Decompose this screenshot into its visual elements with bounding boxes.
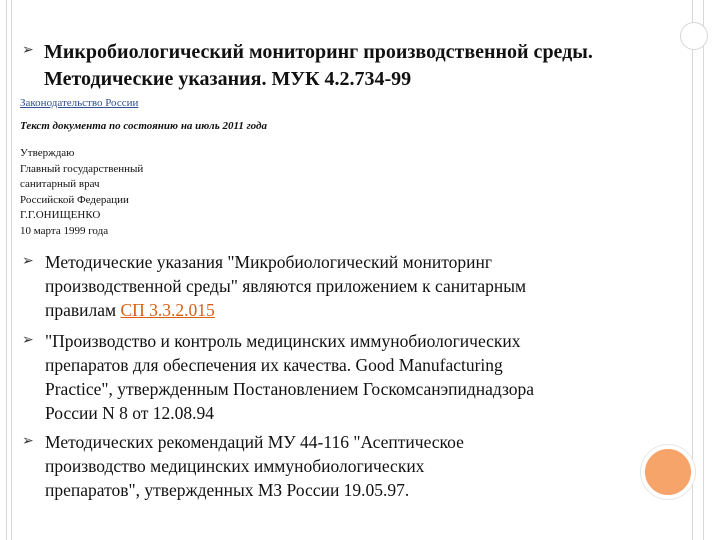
arrow-bullet-icon: ➢ bbox=[22, 433, 34, 449]
approval-line: Утверждаю bbox=[20, 147, 75, 159]
paragraph-gmp bbox=[45, 329, 534, 425]
paragraph-line: Методические указания "Микробиологический мониторинг bbox=[45, 252, 493, 272]
sanitary-rules-link[interactable]: СП 3.3.2.015 bbox=[120, 300, 215, 320]
paragraph-line: производственной среды" являются приложением к санитарным bbox=[45, 276, 527, 296]
arrow-bullet-icon: ➢ bbox=[22, 42, 34, 58]
paragraph-line: России N 8 от 12.08.94 bbox=[45, 403, 215, 423]
approval-line: санитарный врач bbox=[20, 178, 100, 190]
approval-line: 10 марта 1999 года bbox=[20, 224, 109, 237]
paragraph-line-prefix: правилам bbox=[45, 300, 121, 320]
arrow-bullet-icon: ➢ bbox=[22, 253, 34, 269]
decorative-circle-top bbox=[680, 22, 708, 50]
approval-line: Российской Федерации bbox=[20, 193, 129, 206]
right-frame-border bbox=[692, 0, 704, 540]
document-title bbox=[44, 39, 593, 93]
decorative-circle-orange bbox=[641, 445, 695, 499]
title-line-1: Микробиологический мониторинг производственной среды. bbox=[44, 41, 593, 63]
approval-line: Г.Г.ОНИЩЕНКО bbox=[20, 209, 101, 221]
legislation-link[interactable]: Законодательство России bbox=[20, 97, 139, 109]
paragraph-line: препаратов", утвержденных МЗ России 19.05.97. bbox=[45, 480, 410, 500]
paragraph-line: препаратов для обеспечения их качества. Good Manufacturing bbox=[45, 355, 503, 375]
paragraph-methodical-guidelines bbox=[45, 250, 526, 322]
arrow-bullet-icon: ➢ bbox=[22, 332, 34, 348]
paragraph-line: Practice", утвержденным Постановлением Госкомсанэпиднадзора bbox=[45, 379, 535, 399]
left-frame-border bbox=[6, 0, 12, 540]
paragraph-line: производство медицинских иммунобиологических bbox=[45, 456, 425, 476]
paragraph-line: Методических рекомендаций МУ 44-116 "Асептическое bbox=[45, 432, 464, 452]
approval-block bbox=[20, 146, 143, 239]
paragraph-line bbox=[45, 298, 526, 322]
paragraph-line: "Производство и контроль медицинских иммунобиологических bbox=[45, 331, 521, 351]
approval-line: Главный государственный bbox=[20, 162, 144, 175]
document-state-note: Текст документа по состоянию на июль 2011 года bbox=[20, 120, 267, 132]
paragraph-recommendations bbox=[45, 430, 464, 502]
title-line-2: Методические указания. МУК 4.2.734-99 bbox=[44, 68, 412, 90]
